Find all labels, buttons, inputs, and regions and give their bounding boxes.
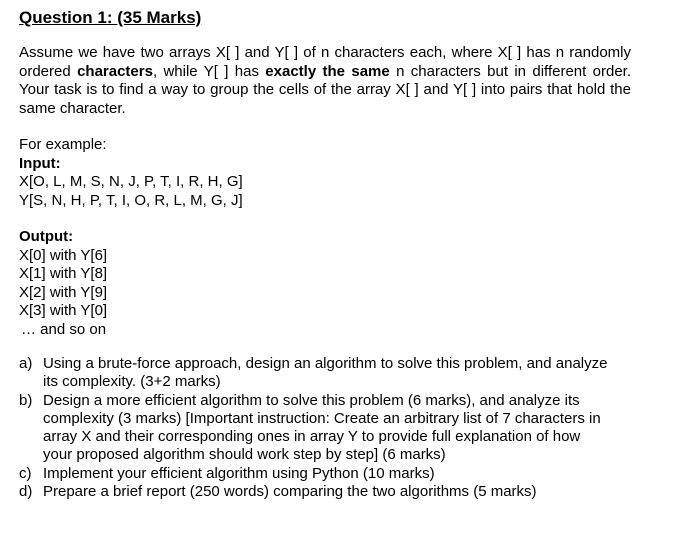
intro-text-3: n characters but in different order. Your task is to find a way to group the cells of the array X[ ] and Y[ ] into pairs that hold the same character.: [19, 62, 631, 117]
input-y-array: Y[S, N, H, P, T, I, O, R, L, M, G, J]: [19, 191, 243, 209]
task-item-c: [19, 465, 659, 483]
output-ellipsis: … and so on: [21, 320, 107, 338]
intro-text-1: Assume we have two arrays X[ ] and Y[ ] of n characters each, where X[ ] has n randomly ordered: [19, 44, 631, 80]
task-list: [19, 355, 659, 501]
task-marker-b: b): [19, 391, 33, 409]
input-x-array: X[O, L, M, S, N, J, P, T, I, R, H, G]: [19, 173, 243, 190]
intro-text-2: , while Y[ ] has: [152, 62, 266, 80]
task-item-a: [19, 355, 659, 392]
task-text-b: Design a more efficient algorithm to solve this problem (6 marks), and analyze its complexity (3 marks) [Important instruction: Create an arbitrary list of 7 characters in array X and their corresponding ones in array Y to provide full explanation of how your proposed algorithm should work step by step] (6 marks): [43, 391, 601, 464]
question-intro: [19, 44, 631, 118]
example-label: For example:: [19, 136, 107, 153]
output-line-3: X[3] with Y[0]: [19, 302, 108, 319]
task-item-b: [19, 392, 659, 465]
task-text-a: Using a brute-force approach, design an algorithm to solve this problem, and analyze its complexity. (3+2 marks): [43, 355, 608, 391]
task-marker-a: a): [19, 355, 33, 372]
output-line-2: X[2] with Y[9]: [19, 283, 108, 301]
question-document: [19, 8, 659, 501]
task-marker-c: c): [19, 464, 32, 482]
task-text-d: Prepare a brief report (250 words) comparing the two algorithms (5 marks): [43, 483, 537, 501]
intro-bold-exactly-same: exactly the same: [265, 62, 390, 80]
output-line-1: X[1] with Y[8]: [19, 265, 108, 282]
question-title: Question 1: (35 Marks): [19, 8, 202, 27]
task-text-c: Implement your efficient algorithm using Python (10 marks): [43, 464, 435, 482]
output-line-0: X[0] with Y[6]: [19, 246, 108, 264]
task-marker-d: d): [19, 483, 33, 501]
input-label: Input:: [19, 154, 61, 172]
output-label: Output:: [19, 228, 74, 245]
task-item-d: [19, 483, 659, 501]
intro-bold-characters: characters: [77, 62, 153, 80]
